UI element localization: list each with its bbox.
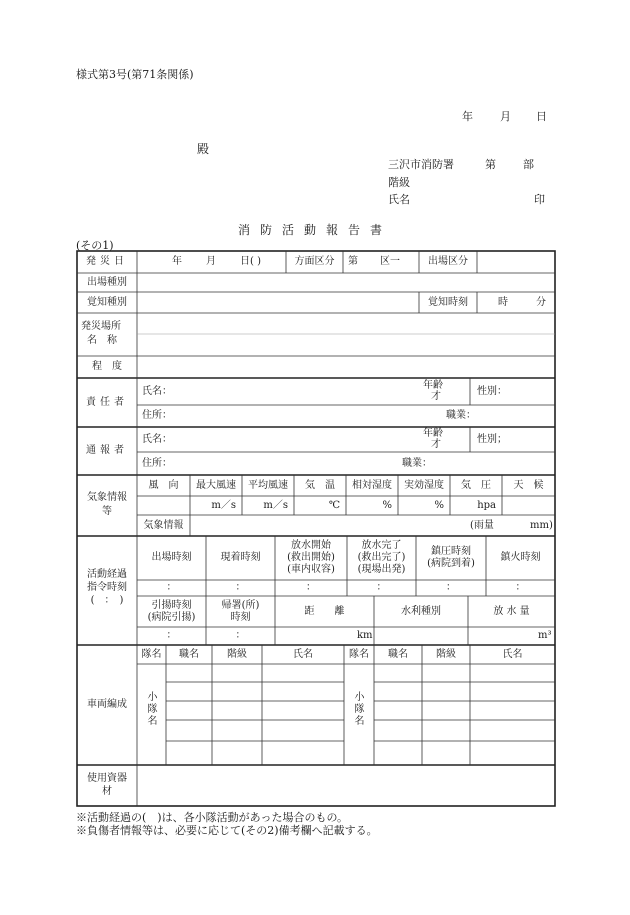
activity-header-cell	[206, 536, 275, 580]
activity-header-line-1: 鎮圧時刻	[431, 546, 471, 557]
activity-header-line-1: 出場時刻	[151, 552, 192, 563]
responsible-age-line2: 才	[431, 391, 441, 402]
vehicle-header-cell: 階級	[227, 648, 247, 660]
dispatch-division-label: 出場区分	[428, 256, 468, 267]
activity-header-line-1: 鎮火時刻	[500, 552, 541, 563]
unit-name-vertical-left	[145, 692, 160, 728]
responsible-job-label: 職業：	[446, 410, 476, 421]
reporter-age-line2: 才	[431, 439, 441, 450]
weather-unit-cell	[137, 496, 184, 515]
responsible-age-label	[423, 380, 443, 402]
activity-label-line1: 活動経過	[87, 569, 127, 580]
activity-return-colon: ：	[235, 630, 246, 641]
activity-header-line-1: 現着時刻	[220, 552, 261, 563]
weather-header-cell: 気 圧	[461, 479, 491, 491]
date-day: 日	[536, 110, 547, 123]
location-label-line1: 発災場所	[81, 321, 121, 332]
activity-bottom-header-line-1: 放 水 量	[493, 605, 530, 617]
detect-minute-unit: 分	[536, 297, 546, 308]
unit-char-3: 名	[354, 716, 365, 727]
issuer-name-label: 氏名	[388, 193, 410, 206]
weather-header-cell: 実効湿度	[404, 479, 444, 491]
date-month: 月	[500, 110, 511, 123]
activity-header-line-1: 放水開始	[291, 540, 331, 551]
activity-label-line2: 指令時刻	[87, 582, 127, 593]
reporter-age-line1: 年齢	[423, 428, 443, 439]
weather-label	[82, 491, 132, 519]
reporter-address-label: 住所：	[142, 458, 172, 469]
form-number: 様式第3号(第71条関係)	[76, 68, 194, 81]
weather-unit-cell: m／s	[211, 499, 236, 511]
form-title: 消防活動報告書	[237, 223, 392, 237]
weather-unit-cell: hpa	[477, 499, 496, 511]
activity-bottom-header-line-1: 帰署(所)	[221, 599, 260, 611]
detect-hour-unit: 時	[498, 297, 508, 308]
reporter-job-label: 職業：	[402, 458, 432, 469]
weather-unit-cell	[502, 496, 549, 515]
activity-bottom-header-line-1: 距 離	[304, 605, 345, 617]
responsible-label: 責任者	[86, 396, 128, 408]
weather-label-line1: 気象情報	[87, 492, 127, 503]
unit-char-2: 隊	[354, 704, 365, 715]
vehicle-formation-label: 車両編成	[87, 699, 127, 710]
note-1: ※活動経過の( )は、各小隊活動があった場合のもの。	[76, 811, 349, 824]
part-label: (その1)	[76, 239, 114, 252]
activity-bottom-header-line-1: 引揚時刻	[151, 599, 192, 611]
issuer-station-bu: 部	[523, 158, 534, 171]
detect-type-label: 覚知種別	[87, 296, 127, 308]
activity-bottom-header-line-2: 時刻	[230, 611, 251, 623]
activity-time-colon: ：	[376, 582, 387, 593]
activity-header-line-1: 放水完了	[361, 540, 402, 551]
activity-header-line-2: (救出開始)	[287, 552, 335, 563]
activity-header-cell	[275, 536, 347, 580]
weather-label-line2: 等	[102, 506, 112, 517]
weather-header-cell: 天 候	[513, 479, 544, 491]
date-year: 年	[462, 110, 473, 123]
activity-time-colon: ：	[235, 582, 246, 593]
distance-unit: km	[357, 630, 373, 641]
vehicle-header-cell: 職名	[388, 648, 408, 660]
weather-unit-cell: m／s	[263, 499, 288, 511]
activity-time-colon: ：	[515, 582, 526, 593]
rain-label: (雨量	[470, 520, 494, 531]
activity-bottom-header-cell	[206, 596, 275, 627]
weather-header-cell: 最大風速	[196, 479, 236, 491]
activity-header-line-2: (救出完了)	[357, 552, 406, 563]
weather-header-cell: 気 温	[305, 479, 335, 491]
location-label	[81, 320, 121, 348]
activity-header-line-2: (病院到着)	[427, 558, 475, 569]
activity-label-line3: ( ： )	[90, 595, 124, 606]
activity-bottom-header-cell	[275, 596, 374, 627]
equipment-label-line2: 材	[102, 786, 112, 797]
vehicle-header-cell: 階級	[436, 648, 456, 660]
responsible-sex-label: 性別：	[477, 386, 507, 397]
activity-bottom-header-cell	[468, 596, 555, 627]
issuer-station-dai: 第	[485, 158, 496, 171]
district-ku: 区一	[380, 256, 400, 267]
weather-header-cell: 平均風速	[248, 479, 288, 491]
unit-name-vertical-right	[352, 692, 367, 728]
reporter-name-label: 氏名：	[142, 434, 172, 445]
activity-time-colon: ：	[446, 582, 456, 593]
activity-time-colon: ：	[166, 582, 177, 593]
vehicle-header-cell: 隊名	[349, 648, 369, 660]
location-label-line2: 名 称	[87, 335, 117, 346]
responsible-age-line1: 年齢	[423, 380, 443, 391]
vehicle-header-cell: 氏名	[502, 648, 523, 660]
outbreak-day-unit: 日( )	[240, 256, 261, 267]
unit-char-1: 小	[147, 692, 158, 703]
equipment-label-line1: 使用資器	[87, 773, 127, 784]
responsible-address-label: 住所：	[142, 410, 172, 421]
detect-time-label: 覚知時刻	[428, 296, 468, 308]
outbreak-month-unit: 月	[206, 256, 216, 267]
activity-bottom-header-line-1: 水利種別	[401, 605, 441, 617]
outbreak-year-unit: 年	[172, 256, 182, 267]
degree-label: 程 度	[92, 361, 122, 372]
dispatch-type-label: 出場種別	[87, 276, 127, 288]
addressee-suffix: 殿	[197, 142, 210, 156]
activity-header-cell	[347, 536, 416, 580]
activity-header-line-3: (車内収容)	[287, 564, 335, 575]
district-dai: 第	[348, 256, 358, 267]
unit-char-2: 隊	[147, 704, 158, 715]
activity-bottom-header-cell	[137, 596, 206, 627]
responsible-name-label: 氏名：	[142, 386, 172, 397]
weather-info-label: 気象情報	[143, 519, 184, 531]
weather-unit-cell: ℃	[328, 499, 340, 511]
activity-time-colon: ：	[306, 582, 316, 593]
reporter-label: 通報者	[86, 445, 128, 456]
activity-bottom-header-line-2: (病院引揚)	[147, 611, 196, 623]
activity-header-cell	[137, 536, 206, 580]
unit-char-3: 名	[147, 716, 158, 727]
vehicle-header-cell: 職名	[179, 648, 199, 660]
issuer-station: 三沢市消防署	[388, 158, 454, 171]
outbreak-date-label: 発災日	[86, 256, 128, 267]
unit-char-1: 小	[354, 692, 365, 703]
weather-header-cell: 風 向	[148, 479, 179, 491]
vehicle-header-cell: 隊名	[141, 648, 162, 660]
direction-division-label: 方面区分	[294, 256, 335, 267]
activity-header-line-3: (現場出発)	[357, 564, 406, 575]
weather-header-cell: 相対湿度	[352, 479, 392, 491]
issuer-rank-label: 階級	[388, 176, 410, 189]
reporter-age-label	[423, 428, 443, 450]
activity-return-colon: ：	[166, 630, 177, 641]
rain-unit: mm)	[530, 520, 553, 531]
note-2: ※負傷者情報等は、必要に応じて(その2)備考欄へ記載する。	[76, 824, 378, 837]
reporter-sex-label: 性別；	[477, 434, 507, 445]
water-volume-unit: m³	[538, 630, 552, 641]
weather-unit-cell: %	[434, 499, 444, 511]
activity-label	[79, 568, 135, 607]
weather-unit-cell: %	[382, 499, 392, 511]
vehicle-header-cell: 氏名	[293, 648, 313, 660]
seal-mark: 印	[534, 193, 545, 206]
activity-header-cell	[486, 536, 555, 580]
activity-header-cell	[416, 536, 486, 580]
equipment-label	[79, 772, 135, 798]
activity-bottom-header-cell	[374, 596, 468, 627]
